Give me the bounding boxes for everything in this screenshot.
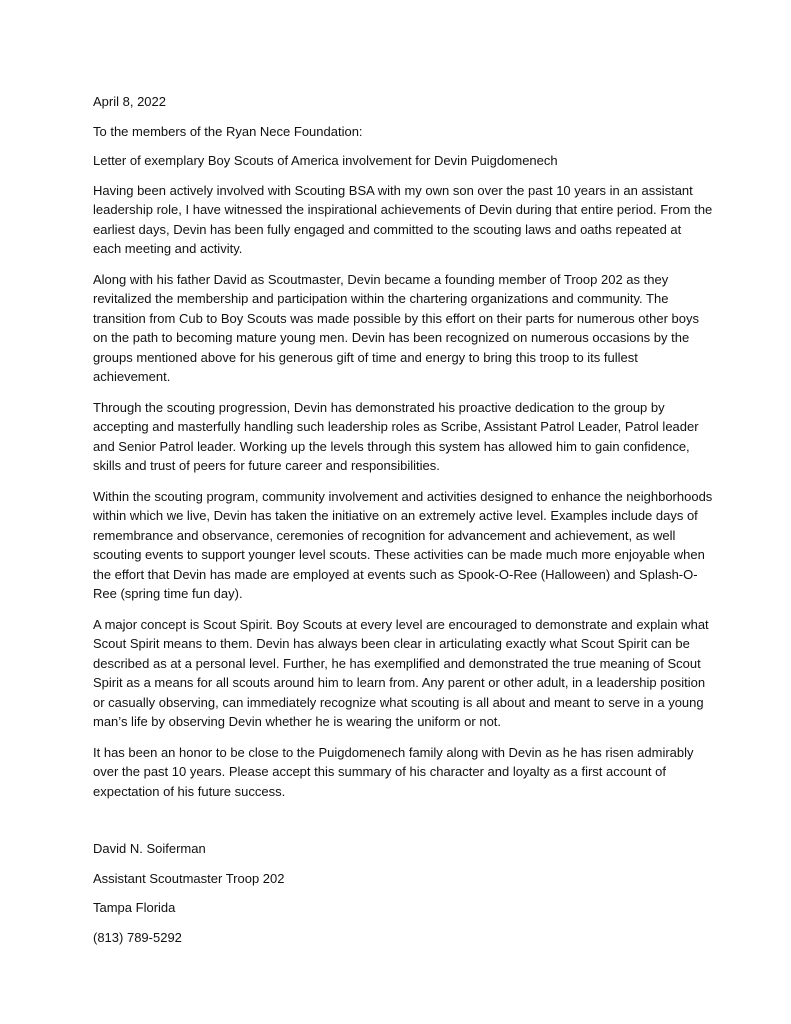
signature-block bbox=[93, 839, 713, 947]
signer-name: David N. Soiferman bbox=[93, 841, 206, 856]
letter-paragraph-3: Through the scouting progression, Devin has demonstrated his proactive dedication to the group by accepting and masterfully handling such leadership roles as Scribe, Assistant Patrol Leader, Patrol leader and Senior Patrol leader. Working up the levels through this system has allowed him to gain confidence, skills and trust of peers for future career and responsibilities. bbox=[93, 399, 699, 473]
letter-paragraph-2: Along with his father David as Scoutmaster, Devin became a founding member of Troop 202 as they revitalized the membership and participation within the chartering organizations and community. The transition from Cub to Boy Scouts was made possible by this effort on their parts for numerous other boys on the path to becoming mature young men. Devin has been recognized on numerous occasions by the groups mentioned above for his generous gift of time and energy to bring this troop to its fullest achievement. bbox=[93, 271, 699, 384]
letter-paragraph-5: A major concept is Scout Spirit. Boy Scouts at every level are encouraged to demonstrate and explain what Scout Spirit means to them. Devin has always been clear in articulating exactly what Scout Spirit can be described as at a personal level. Further, he has exemplified and demonstrated the true meaning of Scout Spirit as a means for all scouts around him to learn from. Any parent or other adult, in a leadership position or casually observing, can immediately recognize what scouting is all about and meant to serve in a young man’s life by observing Devin whether he is wearing the uniform or not. bbox=[93, 616, 709, 729]
letter-paragraph-1: Having been actively involved with Scouting BSA with my own son over the past 10 years in an assistant leadership role, I have witnessed the inspirational achievements of Devin during that entire period. From the earliest days, Devin has been fully engaged and committed to the scouting laws and oaths repeated at each meeting and activity. bbox=[93, 182, 713, 256]
letter-paragraph-6: It has been an honor to be close to the Puigdomenech family along with Devin as he has risen admirably over the past 10 years. Please accept this summary of his character and loyalty as a first account of expectation of his future success. bbox=[93, 744, 694, 799]
letter-subject: Letter of exemplary Boy Scouts of America involvement for Devin Puigdomenech bbox=[93, 153, 558, 168]
letter-page bbox=[93, 92, 713, 957]
signer-location: Tampa Florida bbox=[93, 900, 176, 915]
letter-salutation: To the members of the Ryan Nece Foundation: bbox=[93, 123, 363, 139]
letter-paragraph-4: Within the scouting program, community involvement and activities designed to enhance the neighborhoods within which we live, Devin has taken the initiative on an extremely active level. Examples include days of remembrance and observance, ceremonies of recognition for advancement and achievement, as well scouting events to support younger level scouts. These activities can be made much more enjoyable when the effort that Devin has made are employed at events such as Spook-O-Ree (Halloween) and Splash-O-Ree (spring time fun day). bbox=[93, 488, 713, 601]
signer-title: Assistant Scoutmaster Troop 202 bbox=[93, 870, 285, 886]
letter-date: April 8, 2022 bbox=[93, 94, 166, 109]
signer-phone: (813) 789-5292 bbox=[93, 929, 182, 945]
